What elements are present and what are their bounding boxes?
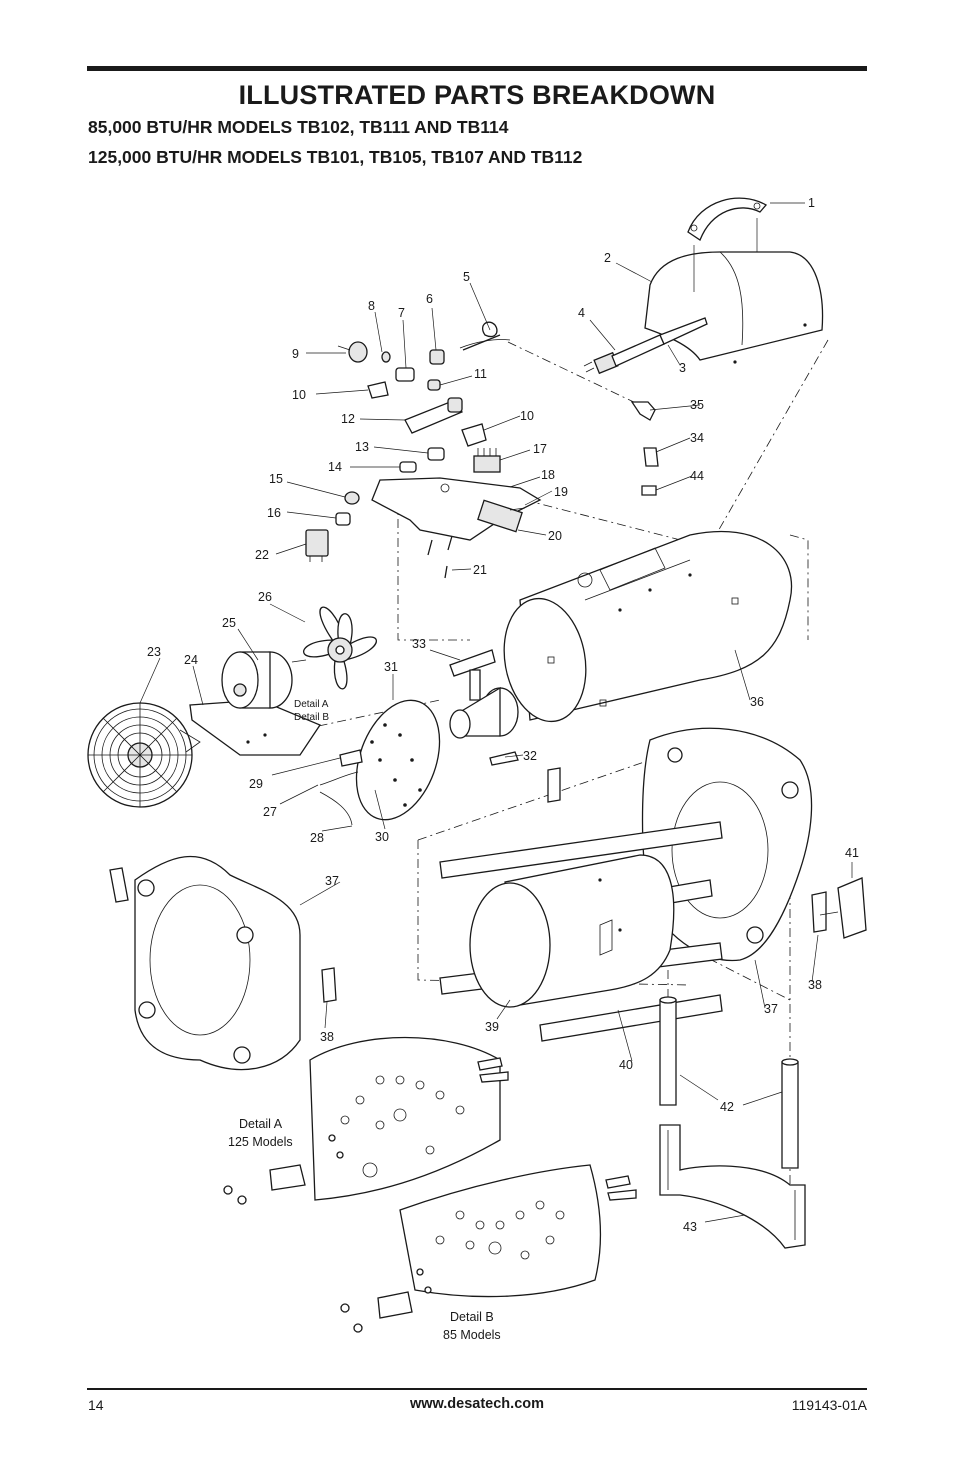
callout-1: 1	[808, 196, 815, 210]
handle-part	[688, 198, 766, 240]
solenoid-part	[306, 530, 328, 562]
callout-15: 15	[269, 472, 283, 486]
callout-10a: 10	[292, 388, 306, 402]
outer-shell-part	[495, 531, 792, 728]
callout-38b: 38	[808, 978, 822, 992]
detail-a-caption: 125 Models	[228, 1135, 293, 1149]
callout-44: 44	[690, 469, 704, 483]
detail-b-title: Detail B	[450, 1310, 494, 1324]
callout-31: 31	[384, 660, 398, 674]
leg-tubes-part	[660, 997, 798, 1168]
callout-20: 20	[548, 529, 562, 543]
callout-17: 17	[533, 442, 547, 456]
callout-6: 6	[426, 292, 433, 306]
document-number: 119143-01A	[791, 1397, 867, 1413]
callout-24: 24	[184, 653, 198, 667]
wheel-handle-part	[820, 878, 866, 938]
callout-38a: 38	[320, 1030, 334, 1044]
mounting-bracket-part	[372, 478, 540, 578]
callout-12: 12	[341, 412, 355, 426]
callout-36: 36	[750, 695, 764, 709]
callout-29: 29	[249, 777, 263, 791]
callout-34: 34	[690, 431, 704, 445]
website-link[interactable]: www.desatech.com	[409, 1396, 545, 1412]
footer-rule	[87, 1388, 867, 1390]
page-number: 14	[88, 1397, 104, 1413]
callout-10b: 10	[520, 409, 534, 423]
callout-28: 28	[310, 831, 324, 845]
callout-26: 26	[258, 590, 272, 604]
callout-2: 2	[604, 251, 611, 265]
callout-41: 41	[845, 846, 859, 860]
callout-23: 23	[147, 645, 161, 659]
callout-35: 35	[690, 398, 704, 412]
callout-37a: 37	[325, 874, 339, 888]
models-125k-subtitle: 125,000 BTU/HR MODELS TB101, TB105, TB107 AND TB112	[88, 147, 583, 167]
detail-a-ref: Detail A	[294, 699, 329, 710]
detail-a-title: Detail A	[239, 1117, 283, 1131]
callout-18: 18	[541, 468, 555, 482]
callout-9: 9	[292, 347, 299, 361]
models-85k-subtitle: 85,000 BTU/HR MODELS TB102, TB111 AND TB114	[88, 117, 509, 137]
callout-43: 43	[683, 1220, 697, 1234]
callout-40: 40	[619, 1058, 633, 1072]
callout-39: 39	[485, 1020, 499, 1034]
callout-8: 8	[368, 299, 375, 313]
detail-b-caption: 85 Models	[443, 1328, 501, 1342]
callout-33: 33	[412, 637, 426, 651]
callout-22: 22	[255, 548, 269, 562]
callout-37b: 37	[764, 1002, 778, 1016]
callout-4: 4	[578, 306, 585, 320]
callout-42: 42	[720, 1100, 734, 1114]
callout-14: 14	[328, 460, 342, 474]
callout-16: 16	[267, 506, 281, 520]
callout-21: 21	[473, 563, 487, 577]
upper-shroud-part	[645, 218, 823, 364]
callout-13: 13	[355, 440, 369, 454]
fan-blade-part	[304, 607, 377, 689]
callout-3: 3	[679, 361, 686, 375]
fan-guard-part	[88, 703, 200, 807]
detail-b-ref: Detail B	[294, 712, 330, 723]
detail-reference-labels	[294, 699, 329, 723]
callout-11: 11	[474, 367, 487, 381]
callout-5: 5	[463, 270, 470, 284]
callout-19: 19	[554, 485, 568, 499]
detail-b-plate	[341, 1165, 636, 1332]
callout-25: 25	[222, 616, 236, 630]
front-frame-part	[135, 856, 300, 1069]
callout-7: 7	[398, 306, 405, 320]
page-title: ILLUSTRATED PARTS BREAKDOWN	[238, 80, 716, 110]
callout-30: 30	[375, 830, 389, 844]
callout-32: 32	[523, 749, 537, 763]
callout-27: 27	[263, 805, 277, 819]
gas-fittings-right	[632, 402, 658, 495]
